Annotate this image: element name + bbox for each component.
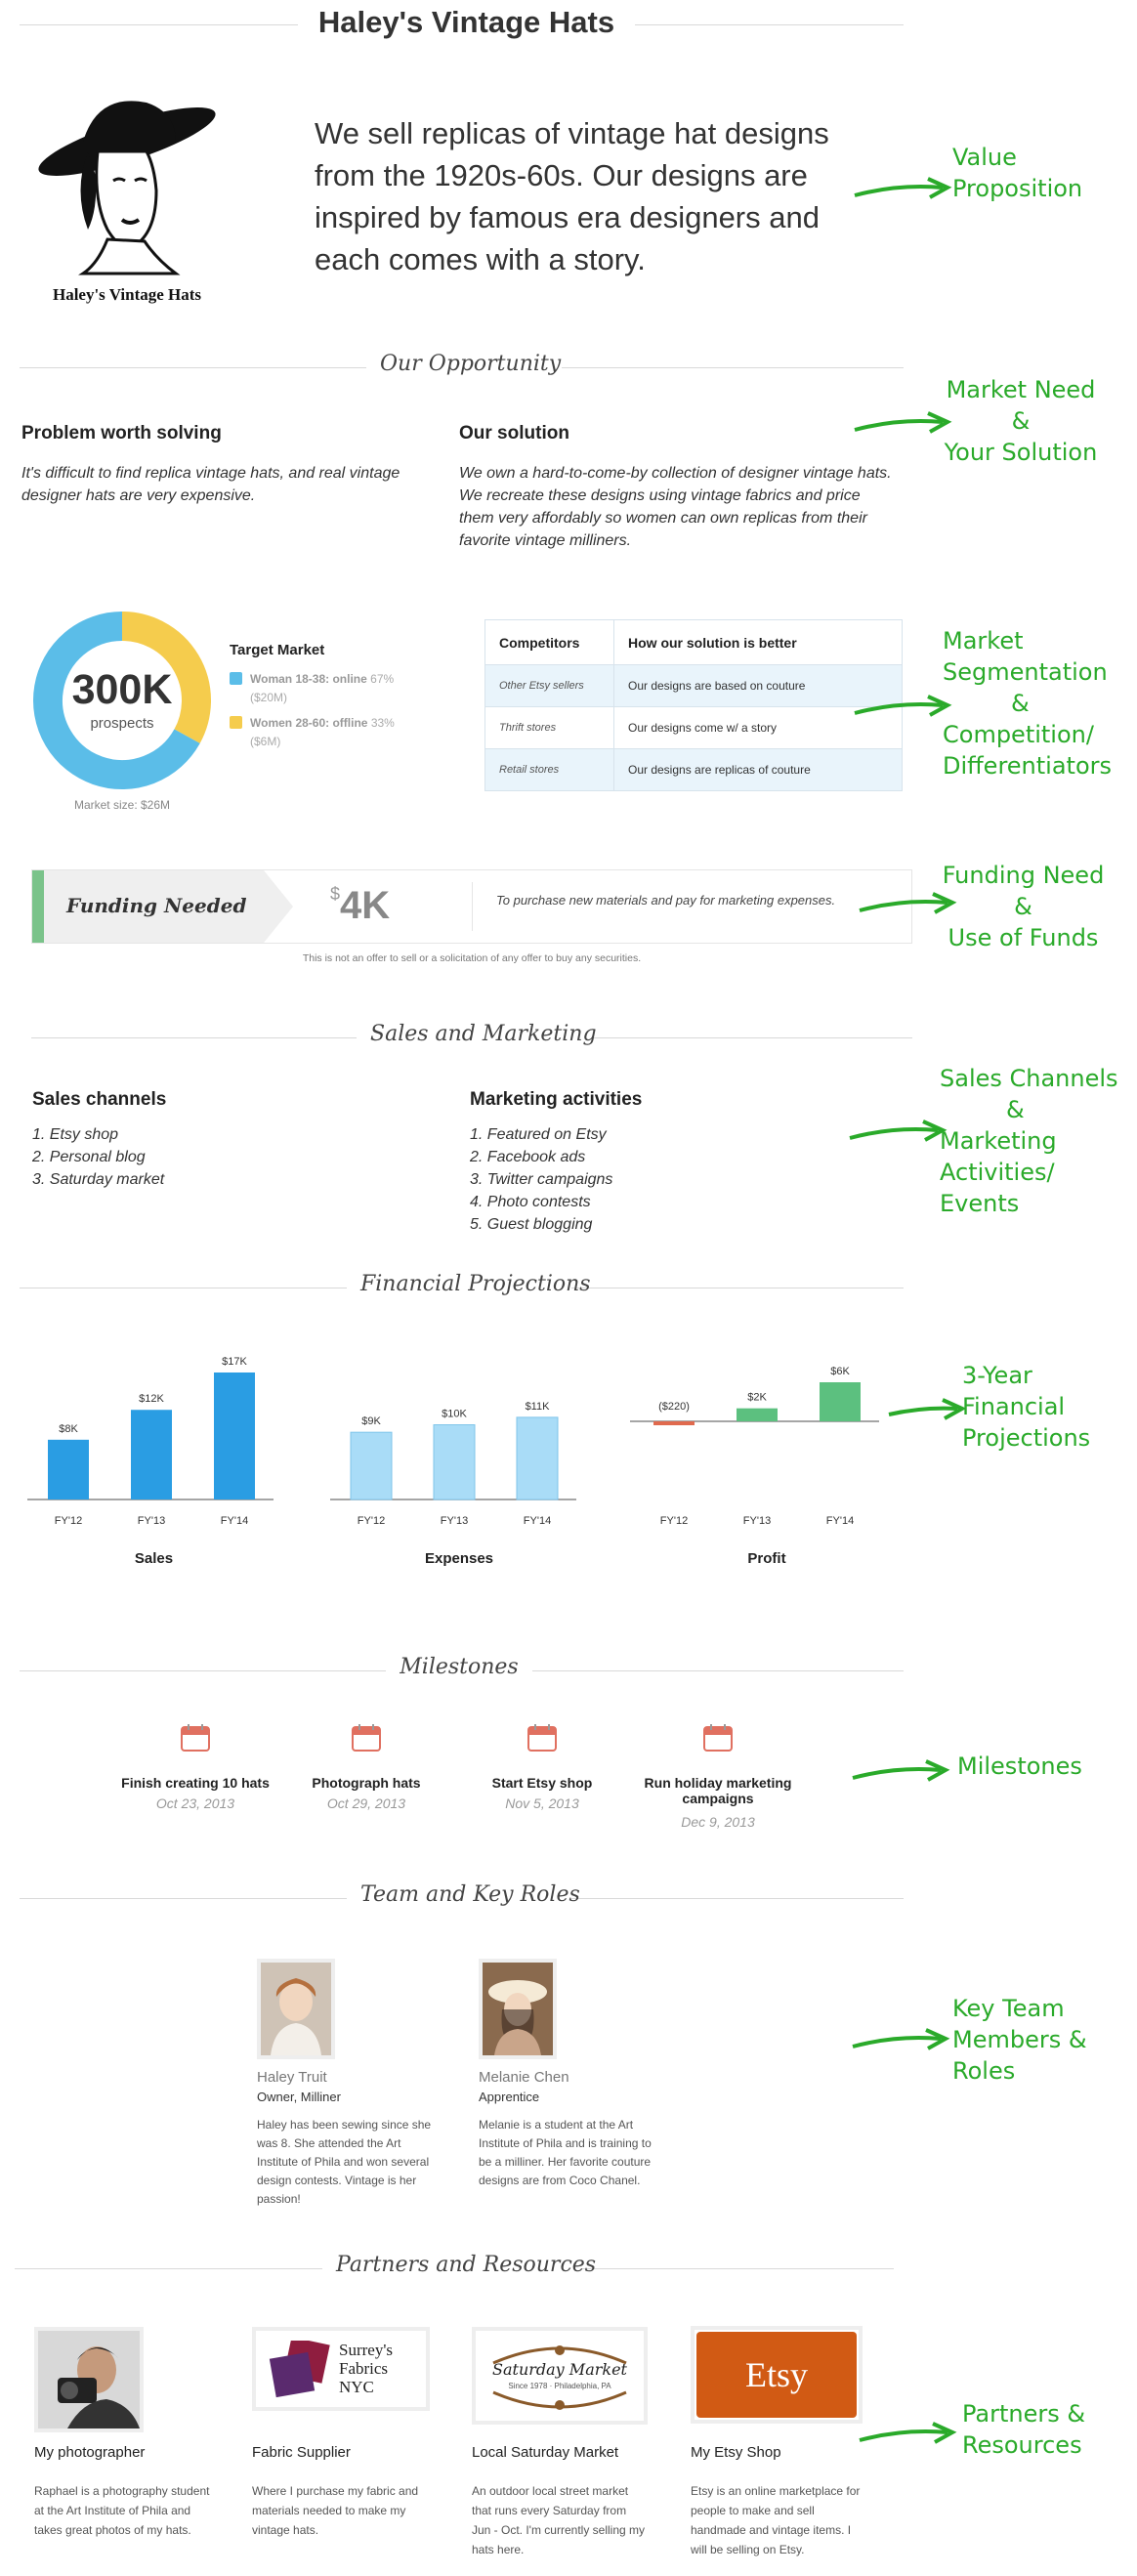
chart-title-expenses: Expenses <box>424 1550 494 1567</box>
logo-caption: Haley's Vintage Hats <box>52 285 202 304</box>
calendar-icon <box>352 1724 381 1752</box>
saturday-market-logo: Saturday Market Since 1978 · Philadelphia, PA <box>472 2327 648 2425</box>
arrow-icon <box>855 2421 962 2450</box>
annotation-funding: Funding Need & Use of Funds <box>942 862 1105 951</box>
annotation-market-need: Market Need & Your Solution <box>944 376 1098 466</box>
table-row: Thrift stores Our designs come w/ a story <box>485 707 903 749</box>
funding-use: To purchase new materials and pay for marketing expenses. <box>496 893 836 908</box>
partner-name: My Etsy Shop <box>691 2444 781 2461</box>
bar-value-label: $10K <box>442 1408 467 1420</box>
chart-title-sales: Sales <box>134 1550 174 1567</box>
member-bio: Melanie is a student at the Art Institute of Phila and is training to be a milliner. Her favorite couture designs are from Coco Chanel. <box>479 2118 652 2187</box>
partner-desc: An outdoor local street market that runs every Saturday from Jun - Oct. I'm currently selling my hats here. <box>472 2484 645 2556</box>
bar-value-label: $12K <box>139 1393 164 1406</box>
funding-disclaimer: This is not an offer to sell or a solicitation of any offer to buy any securities. <box>302 952 642 964</box>
milestone-date: Dec 9, 2013 <box>681 1814 755 1830</box>
member-name: Melanie Chen <box>479 2069 569 2086</box>
channels-list <box>32 1123 164 1191</box>
legend-swatch-icon <box>230 716 242 729</box>
chart-bar <box>434 1425 475 1499</box>
tick-label: FY'14 <box>523 1515 552 1527</box>
milestone-title: Start Etsy shop <box>491 1775 593 1791</box>
tick-label: FY'13 <box>440 1515 469 1527</box>
bar-value-label: ($220) <box>658 1401 690 1413</box>
partner-desc: Where I purchase my fabric and materials needed to make my vintage hats. <box>252 2484 419 2537</box>
arrow-icon <box>845 1119 952 1148</box>
avatar <box>479 1959 557 2059</box>
chart-bar <box>131 1410 172 1499</box>
calendar-icon <box>527 1724 557 1752</box>
value-proposition: We sell replicas of vintage hat designs from the 1920s-60s. Our designs are inspired by famous era designers and each comes with a story. <box>315 116 829 276</box>
annotation-value-proposition: Value Proposition <box>952 144 1083 202</box>
tick-label: FY'13 <box>137 1515 166 1527</box>
photographer-photo <box>34 2327 144 2432</box>
tick-label: FY'14 <box>220 1515 249 1527</box>
list-item: 3. Saturday market <box>32 1171 165 1188</box>
chart-bar <box>820 1382 861 1421</box>
list-item: 4. Photo contests <box>470 1194 591 1210</box>
financials-heading: Financial Projections <box>347 1272 571 1296</box>
funding-accent <box>32 870 44 943</box>
list-item: 2. Facebook ads <box>470 1149 586 1165</box>
competitors-table <box>484 619 903 791</box>
legend-item: Woman 18-38: online 67% ($20M) <box>230 670 425 707</box>
channels-title: Sales channels <box>32 1089 167 1110</box>
annotation-projections: 3-Year Financial Projections <box>962 1362 1091 1452</box>
activities-list <box>470 1123 612 1236</box>
arrow-icon <box>850 176 957 205</box>
page-title: Haley's Vintage Hats <box>317 5 615 39</box>
market-size: Market size: $26M <box>73 798 171 812</box>
milestone-title: Finish creating 10 hats <box>121 1775 270 1791</box>
activities-title: Marketing activities <box>470 1089 643 1110</box>
chart-bar <box>351 1432 392 1499</box>
opportunity-heading: Our Opportunity <box>366 352 562 376</box>
divider <box>472 882 473 931</box>
bar-value-label: $11K <box>525 1400 550 1413</box>
target-market-donut <box>29 608 215 793</box>
milestone-title: Photograph hats <box>312 1775 421 1791</box>
partner-desc: Etsy is an online marketplace for people to make and sell handmade and vintage items. I will be selling on Etsy. <box>691 2484 861 2556</box>
member-role: Owner, Milliner <box>257 2090 341 2104</box>
tick-label: FY'12 <box>659 1515 689 1527</box>
chart-bar <box>214 1372 255 1499</box>
chart-bar <box>653 1421 695 1425</box>
bar-value-label: $2K <box>747 1391 767 1404</box>
fabric-swatch-icon <box>268 2341 332 2399</box>
chart-title-profit: Profit <box>747 1550 786 1567</box>
table-row: Retail stores Our designs are replicas of couture <box>485 749 903 791</box>
financial-charts <box>0 1348 918 1583</box>
partner-desc: Raphael is a photography student at the Art Institute of Phila and takes great photos of my hats. <box>34 2484 210 2537</box>
annotation-milestones: Milestones <box>957 1753 1082 1780</box>
bar-value-label: $17K <box>222 1356 247 1368</box>
bar-value-label: $6K <box>830 1366 850 1377</box>
solution-text: We own a hard-to-come-by collection of designer vintage hats. We recreate these designs using vintage fabrics and price them very affordably so women can own replicas from their favorite vintage milliners. <box>459 465 892 549</box>
etsy-logo: Etsy <box>691 2326 863 2424</box>
calendar-icon <box>703 1724 733 1752</box>
tick-label: FY'12 <box>357 1515 386 1527</box>
annotation-sales: Sales Channels & Marketing Activities/ Events <box>940 1065 1118 1217</box>
tick-label: FY'12 <box>54 1515 83 1527</box>
arrow-icon <box>848 2027 955 2056</box>
tick-label: FY'14 <box>825 1515 855 1527</box>
team-member <box>257 1959 438 2209</box>
problem-text: It's difficult to find replica vintage hats, and real vintage designer hats are very expensive. <box>21 465 400 504</box>
funding-amount: $4K <box>330 884 391 927</box>
list-item: 1. Featured on Etsy <box>470 1126 607 1143</box>
partner-name: Fabric Supplier <box>252 2444 351 2461</box>
funding-label: Funding Needed <box>66 894 247 917</box>
member-name: Haley Truit <box>257 2069 327 2086</box>
col-header: Competitors <box>485 620 614 665</box>
member-role: Apprentice <box>479 2090 540 2104</box>
team-member <box>479 1959 664 2190</box>
header-rule-left <box>20 24 298 25</box>
list-item: 2. Personal blog <box>32 1149 146 1165</box>
legend <box>230 670 425 751</box>
header-rule-right <box>635 24 904 25</box>
chart-bar <box>737 1409 778 1421</box>
annotation-team: Key Team Members & Roles <box>952 1995 1087 2085</box>
fabric-supplier-logo: Surrey's Fabrics NYC <box>252 2327 430 2411</box>
milestone-date: Nov 5, 2013 <box>505 1795 579 1811</box>
partners-heading: Partners and Resources <box>322 2253 581 2277</box>
partner-name: My photographer <box>34 2444 146 2461</box>
list-item: 1. Etsy shop <box>32 1126 119 1143</box>
legend-swatch-icon <box>230 672 242 685</box>
annotation-segmentation: Market Segmentation & Competition/ Differentiators <box>943 627 1113 780</box>
table-row: Other Etsy sellers Our designs are based on couture <box>485 665 903 707</box>
chart-bar <box>48 1440 89 1499</box>
arrow-icon <box>848 1758 955 1788</box>
prospects-total: 300K <box>71 666 173 713</box>
milestone-date: Oct 29, 2013 <box>326 1795 406 1811</box>
list-item: 5. Guest blogging <box>470 1216 593 1233</box>
milestone-title: Run holiday marketing campaigns <box>644 1775 792 1806</box>
legend-item: Women 28-60: offline 33% ($6M) <box>230 714 425 751</box>
avatar <box>257 1959 335 2059</box>
bar-value-label: $9K <box>361 1415 381 1428</box>
annotation-partners: Partners & Resources <box>962 2400 1086 2459</box>
tick-label: FY'13 <box>742 1515 772 1527</box>
sales-marketing-heading: Sales and Marketing <box>357 1022 591 1046</box>
bar-value-label: $8K <box>59 1422 78 1435</box>
partner-name: Local Saturday Market <box>472 2444 619 2461</box>
arrow-icon <box>884 1397 972 1426</box>
team-heading: Team and Key Roles <box>347 1882 571 1907</box>
target-market-title: Target Market <box>230 642 325 658</box>
milestones-heading: Milestones <box>386 1655 532 1679</box>
problem-title: Problem worth solving <box>21 423 222 443</box>
arrow-icon <box>850 694 957 723</box>
brand-logo <box>29 83 225 308</box>
list-item: 3. Twitter campaigns <box>470 1171 613 1188</box>
solution-title: Our solution <box>459 423 569 443</box>
funding-box <box>31 869 912 944</box>
member-bio: Haley has been sewing since she was 8. She attended the Art Institute of Phila and won several design contests. Vintage is her passion! <box>257 2118 432 2206</box>
calendar-icon <box>181 1724 210 1752</box>
chart-bar <box>517 1417 558 1499</box>
prospects-label: prospects <box>90 715 154 732</box>
col-header: How our solution is better <box>614 620 903 665</box>
woman-hat-illustration <box>29 83 225 278</box>
milestone-date: Oct 23, 2013 <box>155 1795 235 1811</box>
